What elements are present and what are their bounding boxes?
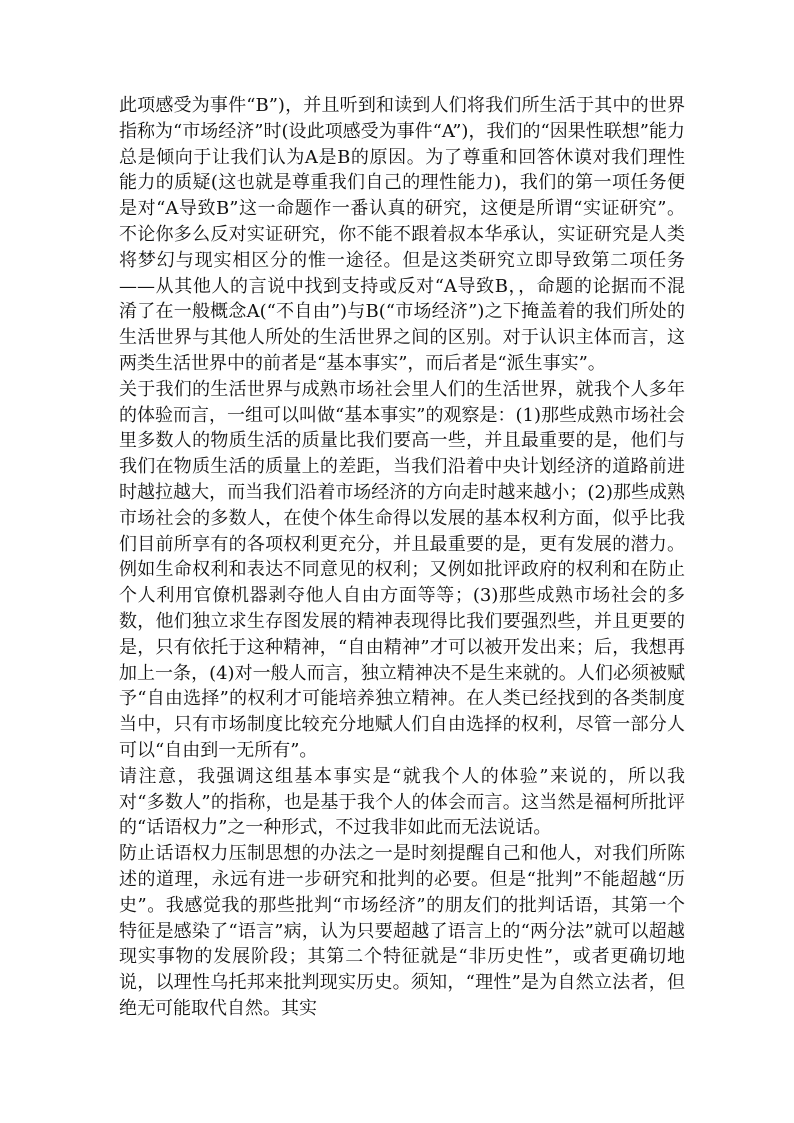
paragraph: 此项感受为事件“B”)，并且听到和读到人们将我们所生活于其中的世界指称为“市场经济”时(设此项感受为事件“A”)，我们的“因果性联想”能力总是倾向于让我们认为A是B的原因。为了尊重和回答休谟对我们理性能力的质疑(这也就是尊重我们自己的理性能力)，我们的第一项任务便是对“A导致B”这一命题作一番认真的研究，这便是所谓“实证研究”。不论你多么反对实证研究，你不能不跟着叔本华承认，实证研究是人类将梦幻与现实相区分的惟一途径。但是这类研究立即导致第二项任务——从其他人的言说中找到支持或反对“A导致B，，命题的论据而不混淆了在一般概念A(“不自由”)与B(“市场经济”)之下掩盖着的我们所处的生活世界与其他人所处的生活世界之间的区别。对于认识主体而言，这两类生活世界中的前者是“基本事实”，而后者是“派生事实”。 (119, 95, 685, 374)
paragraph: 防止话语权力压制思想的办法之一是时刻提醒自己和他人，对我们所陈述的道理，永远有进一步研究和批判的必要。但是“批判”不能超越“历史”。我感觉我的那些批判“市场经济”的朋友们的批判话语，其第一个特征是感染了“语言”病，认为只要超越了语言上的“两分法”就可以超越现实事物的发展阶段；其第二个特征就是“非历史性”，或者更确切地说，以理性乌托邦来批判现实历史。须知，“理性”是为自然立法者，但绝无可能取代自然。其实 (119, 843, 685, 1019)
paragraph: 关于我们的生活世界与成熟市场社会里人们的生活世界，就我个人多年的体验而言，一组可以叫做“基本事实”的观察是：(1)那些成熟市场社会里多数人的物质生活的质量比我们要高一些，并且最重要的是，他们与我们在物质生活的质量上的差距，当我们沿着中央计划经济的道路前进时越拉越大，而当我们沿着市场经济的方向走时越来越小；(2)那些成熟市场社会的多数人，在使个体生命得以发展的基本权利方面，似乎比我们目前所享有的各项权利更充分，并且最重要的是，更有发展的潜力。例如生命权利和表达不同意见的权利；又例如批评政府的权利和在防止个人利用官僚机器剥夺他人自由方面等等；(3)那些成熟市场社会的多数，他们独立求生存图发展的精神表现得比我们要强烈些，并且更要的是，只有依托于这种精神，“自由精神”才可以被开发出来；后，我想再加上一条，(4)对一般人而言，独立精神决不是生来就的。人们必须被赋予“自由选择”的权利才可能培养独立精神。在人类已经找到的各类制度当中，只有市场制度比较充分地赋人们自由选择的权利，尽管一部分人可以“自由到一无所有”。 (119, 378, 685, 761)
document-page (119, 93, 685, 1022)
paragraph: 请注意，我强调这组基本事实是“就我个人的体验”来说的，所以我对“多数人”的指称，也是基于我个人的体会而言。这当然是福柯所批评的“话语权力”之一种形式，不过我非如此而无法说话。 (119, 765, 685, 839)
